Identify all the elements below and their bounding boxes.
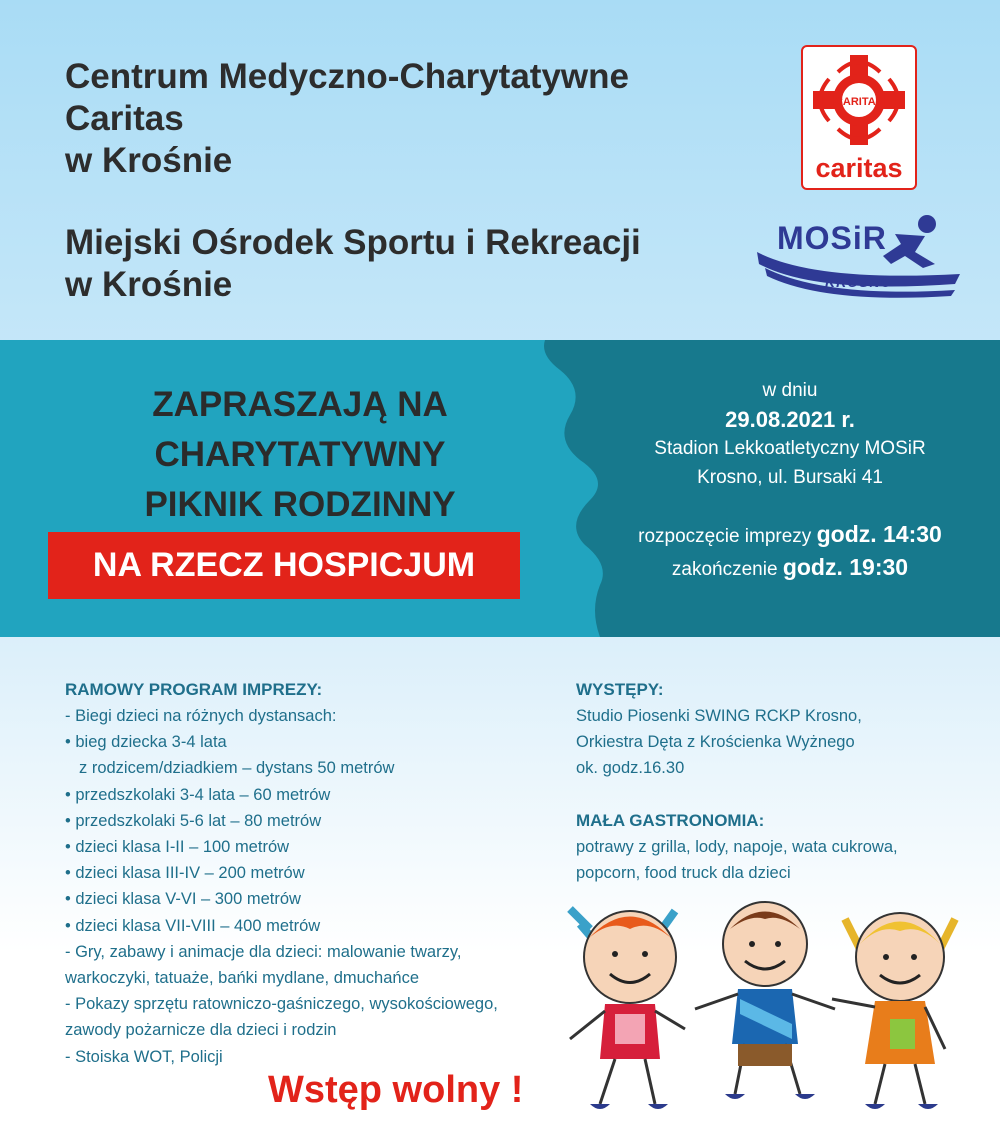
- list-item: Orkiestra Dęta z Krościenka Wyżnego: [576, 733, 855, 752]
- organizer-mosir: Miejski Ośrodek Sportu i Rekreacji w Krośnie: [65, 223, 641, 304]
- kid-right-icon: [832, 913, 955, 1109]
- free-entry: Wstęp wolny !: [268, 1069, 524, 1111]
- header: [0, 0, 1000, 340]
- event-venue: Stadion Lekkoatletyczny MOSiR: [654, 438, 926, 459]
- date-prefix: w dniu: [762, 380, 818, 401]
- kid-middle-icon: [695, 902, 835, 1099]
- list-item: popcorn, food truck dla dzieci: [576, 863, 791, 882]
- list-item: • przedszkolaki 5-6 lat – 80 metrów: [65, 811, 322, 830]
- mosir-word: MOSiR: [777, 220, 887, 256]
- caritas-seal-text: CARITAS: [834, 96, 884, 108]
- performances-title: WYSTĘPY:: [576, 680, 664, 699]
- caritas-word: caritas: [815, 153, 903, 183]
- list-item: Studio Piosenki SWING RCKP Krosno,: [576, 707, 862, 725]
- kids-illustration: [560, 899, 960, 1119]
- start-time: godz. 14:30: [816, 521, 942, 547]
- program-section: [65, 677, 555, 1070]
- list-item: - Biegi dzieci na różnych dystansach:: [65, 707, 337, 725]
- side-section: [576, 677, 986, 886]
- event-address: Krosno, ul. Bursaki 41: [697, 467, 883, 488]
- list-item: ok. godz.16.30: [576, 759, 685, 778]
- caritas-logo: [801, 45, 917, 190]
- event-date: 29.08.2021 r.: [725, 407, 855, 432]
- caritas-cross-icon: [803, 47, 915, 157]
- kid-left-icon: [570, 909, 685, 1109]
- list-item: • dzieci klasa I-II – 100 metrów: [65, 838, 290, 857]
- list-item: • dzieci klasa V-VI – 300 metrów: [65, 890, 301, 909]
- list-item: • bieg dziecka 3-4 lata: [65, 733, 227, 752]
- list-item: z rodzicem/dziadkiem – dystans 50 metrów: [79, 759, 395, 778]
- invitation-banner: [0, 340, 1000, 637]
- event-info: [590, 376, 990, 585]
- mosir-logo: [755, 212, 965, 307]
- organizer-caritas: Centrum Medyczno-Charytatywne Caritas w Krośnie: [65, 57, 629, 180]
- list-item: zawody pożarnicze dla dzieci i rodzin: [65, 1021, 337, 1040]
- end-time: godz. 19:30: [782, 554, 909, 580]
- details: [0, 637, 1000, 1123]
- list-item: • dzieci klasa III-IV – 200 metrów: [65, 864, 305, 883]
- end-time-line: zakończenie godz. 19:30: [671, 554, 909, 580]
- gastronomy-title: MAŁA GASTRONOMIA:: [576, 810, 765, 830]
- headline: ZAPRASZAJĄ NA CHARYTATYWNY PIKNIK RODZINNY: [144, 385, 456, 524]
- list-item: • przedszkolaki 3-4 lata – 60 metrów: [65, 785, 331, 804]
- list-item: • dzieci klasa VII-VIII – 400 metrów: [65, 916, 321, 935]
- program-title: RAMOWY PROGRAM IMPREZY:: [65, 680, 323, 699]
- krosno-word: KROSNO: [825, 274, 893, 290]
- cause-label: NA RZECZ HOSPICJUM: [48, 532, 520, 599]
- list-item: - Stoiska WOT, Policji: [65, 1047, 223, 1066]
- list-item: potrawy z grilla, lody, napoje, wata cukrowa,: [576, 837, 898, 856]
- list-item: - Gry, zabawy i animacje dla dzieci: malowanie twarzy,: [65, 942, 462, 961]
- list-item: - Pokazy sprzętu ratowniczo-gaśniczego, wysokościowego,: [65, 995, 498, 1014]
- list-item: warkoczyki, tatuaże, bańki mydlane, dmuchańce: [65, 969, 420, 988]
- start-time-line: rozpoczęcie imprezy godz. 14:30: [638, 521, 942, 547]
